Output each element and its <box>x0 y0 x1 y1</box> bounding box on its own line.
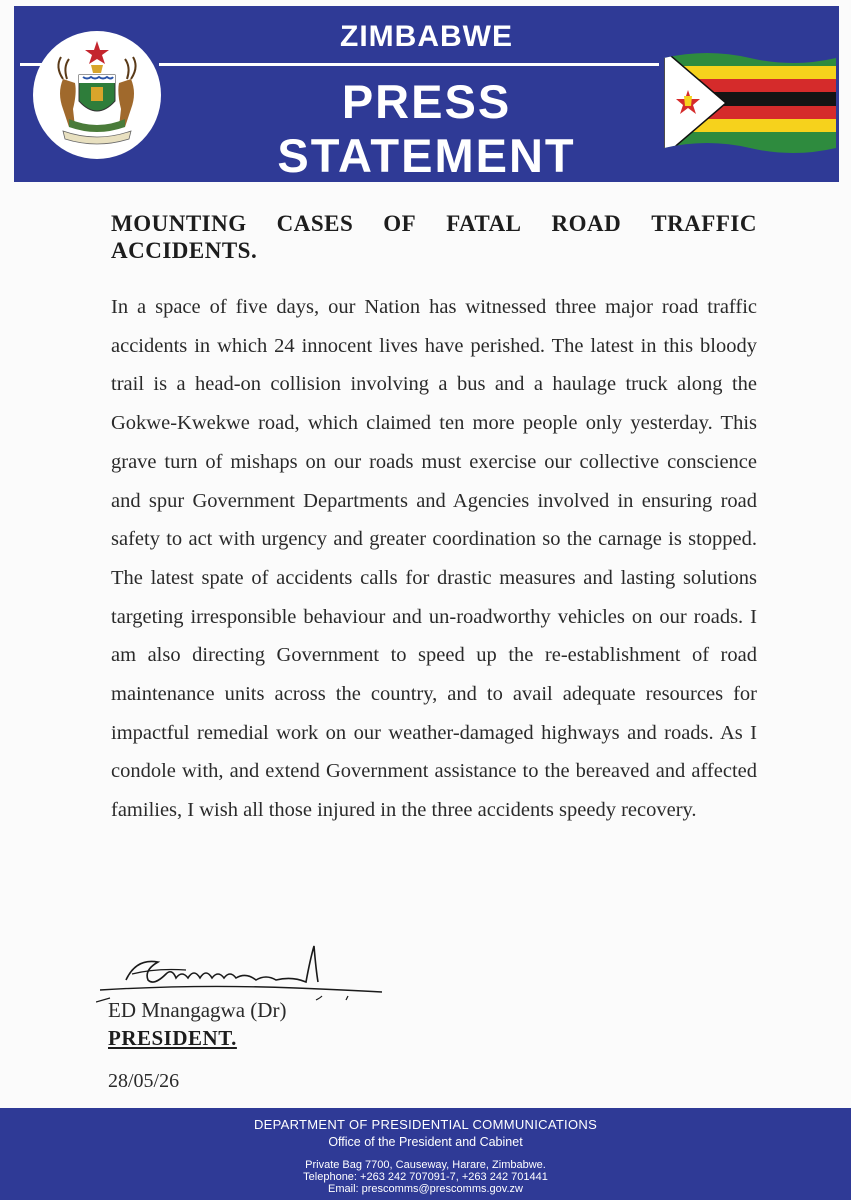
heading-word: OF <box>383 211 417 236</box>
heading-word: FATAL <box>446 211 522 236</box>
heading-word: CASES <box>276 211 354 236</box>
header-banner <box>14 6 839 182</box>
footer-address: Private Bag 7700, Causeway, Harare, Zimbabwe. <box>305 1159 546 1171</box>
heading-word: MOUNTING <box>111 211 247 236</box>
title-statement: STATEMENT <box>277 129 576 182</box>
heading-line-2: ACCIDENTS. <box>111 238 258 263</box>
banner-rule <box>159 63 659 66</box>
country-name: ZIMBABWE <box>340 20 513 53</box>
heading-word: ROAD <box>551 211 622 236</box>
statement-heading <box>111 210 757 264</box>
zimbabwe-flag-icon <box>664 50 836 156</box>
footer-office: Office of the President and Cabinet <box>328 1135 523 1149</box>
footer-department: DEPARTMENT OF PRESIDENTIAL COMMUNICATIONS <box>253 1117 598 1132</box>
signer-title: PRESIDENT. <box>108 1026 237 1050</box>
footer-email: Email: prescomms@prescomms.gov.zw <box>328 1183 523 1195</box>
footer-telephone: Telephone: +263 242 707091-7, +263 242 701441 <box>303 1171 548 1183</box>
heading-word: TRAFFIC <box>651 211 757 236</box>
statement-date: 28/05/26 <box>108 1070 180 1092</box>
footer-banner <box>0 1108 851 1200</box>
title-press: PRESS <box>341 75 512 128</box>
coat-of-arms-icon <box>33 31 161 159</box>
statement-body: In a space of five days, our Nation has witnessed three major road traffic accidents in which 24 innocent lives have perished. The latest in this bloody trail is a head-on collision involving a bus and a haulage truck along the Gokwe-Kwekwe road, which claimed ten more people only yesterday. This grave turn of mishaps on our roads must exercise our collective conscience and spur Government Departments and Agencies involved in ensuring road safety to act with urgency and greater coordination so the carnage is stopped. The latest spate of accidents calls for drastic measures and lasting solutions targeting irresponsible behaviour and un-roadworthy vehicles on our roads. I am also directing Government to speed up the re-establishment of road maintenance units across the country, and to avail adequate resources for impactful remedial work on our weather-damaged highways and roads. As I condole with, and extend Government assistance to the bereaved and affected families, I wish all those injured in the three accidents speedy recovery. <box>111 296 757 822</box>
signer-name: ED Mnangagwa (Dr) <box>108 998 287 1022</box>
